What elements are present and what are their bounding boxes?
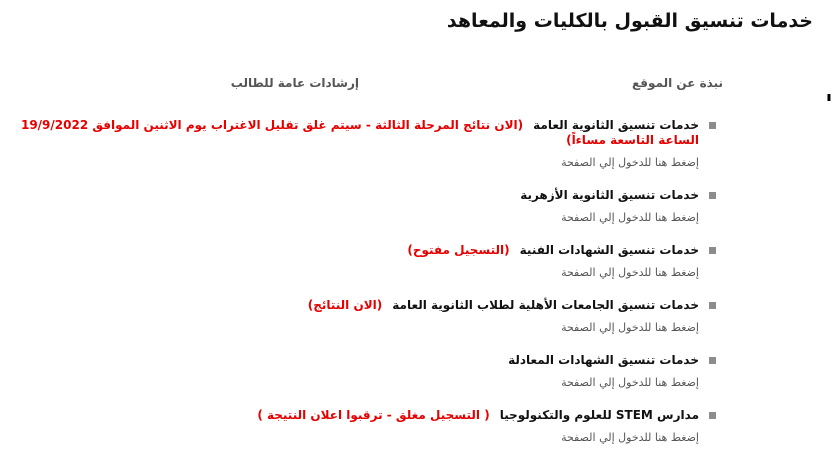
enter-page-link-private-universities[interactable]: إضغط هنا للدخول إلي الصفحة — [561, 321, 699, 334]
enter-page-link-technical[interactable]: إضغط هنا للدخول إلي الصفحة — [561, 266, 699, 279]
service-title-equivalent[interactable]: خدمات تنسيق الشهادات المعادلة — [508, 353, 699, 367]
service-item-technical — [0, 243, 833, 280]
page-title: خدمات تنسيق القبول بالكليات والمعاهد — [446, 10, 813, 32]
service-heading — [9, 188, 725, 203]
square-bullet-icon — [709, 302, 716, 309]
service-heading — [9, 353, 725, 368]
service-item-private-universities — [0, 298, 833, 335]
service-heading — [9, 118, 725, 148]
square-bullet-icon — [709, 192, 716, 199]
service-title-private-universities[interactable]: خدمات تنسيق الجامعات الأهلية لطلاب الثانوية العامة — [392, 298, 699, 312]
student-guidance-link[interactable]: إرشادات عامة للطالب — [230, 76, 359, 90]
service-item-equivalent — [0, 353, 833, 390]
service-note-secondary: (الان نتائج المرحلة الثالثة - سيتم غلق تقليل الاغتراب يوم الاثنين الموافق 19/9/2022 الساعة التاسعة مساءاً) — [20, 118, 699, 147]
services-list — [0, 118, 833, 449]
enter-page-link-equivalent[interactable]: إضغط هنا للدخول إلي الصفحة — [561, 376, 699, 389]
service-item-stem — [0, 408, 833, 445]
service-title-secondary[interactable]: خدمات تنسيق الثانوية العامة — [533, 118, 699, 132]
service-item-azhar — [0, 188, 833, 225]
enter-page-link-secondary[interactable]: إضغط هنا للدخول إلي الصفحة — [561, 156, 699, 169]
enter-page-link-stem[interactable]: إضغط هنا للدخول إلي الصفحة — [561, 431, 699, 444]
service-title-stem[interactable]: مدارس STEM للعلوم والتكنولوجيا — [499, 408, 699, 422]
service-note-stem: ( التسجيل مغلق - ترقبوا اعلان النتيجة ) — [257, 408, 490, 422]
square-bullet-icon — [709, 247, 716, 254]
service-note-technical: (التسجيل مفتوح) — [407, 243, 510, 257]
service-heading — [9, 408, 725, 423]
service-title-technical[interactable]: خدمات تنسيق الشهادات الفنية — [519, 243, 699, 257]
service-heading — [9, 298, 725, 313]
about-site-link[interactable]: نبذة عن الموقع — [631, 76, 723, 90]
side-mark: ' — [825, 90, 833, 120]
service-item-secondary — [0, 118, 833, 170]
service-heading — [9, 243, 725, 258]
square-bullet-icon — [709, 122, 716, 129]
square-bullet-icon — [709, 357, 716, 364]
service-note-private-universities: (الان النتائج) — [307, 298, 383, 312]
enter-page-link-azhar[interactable]: إضغط هنا للدخول إلي الصفحة — [561, 211, 699, 224]
square-bullet-icon — [709, 412, 716, 419]
service-title-azhar[interactable]: خدمات تنسيق الثانوية الأزهرية — [520, 188, 699, 202]
